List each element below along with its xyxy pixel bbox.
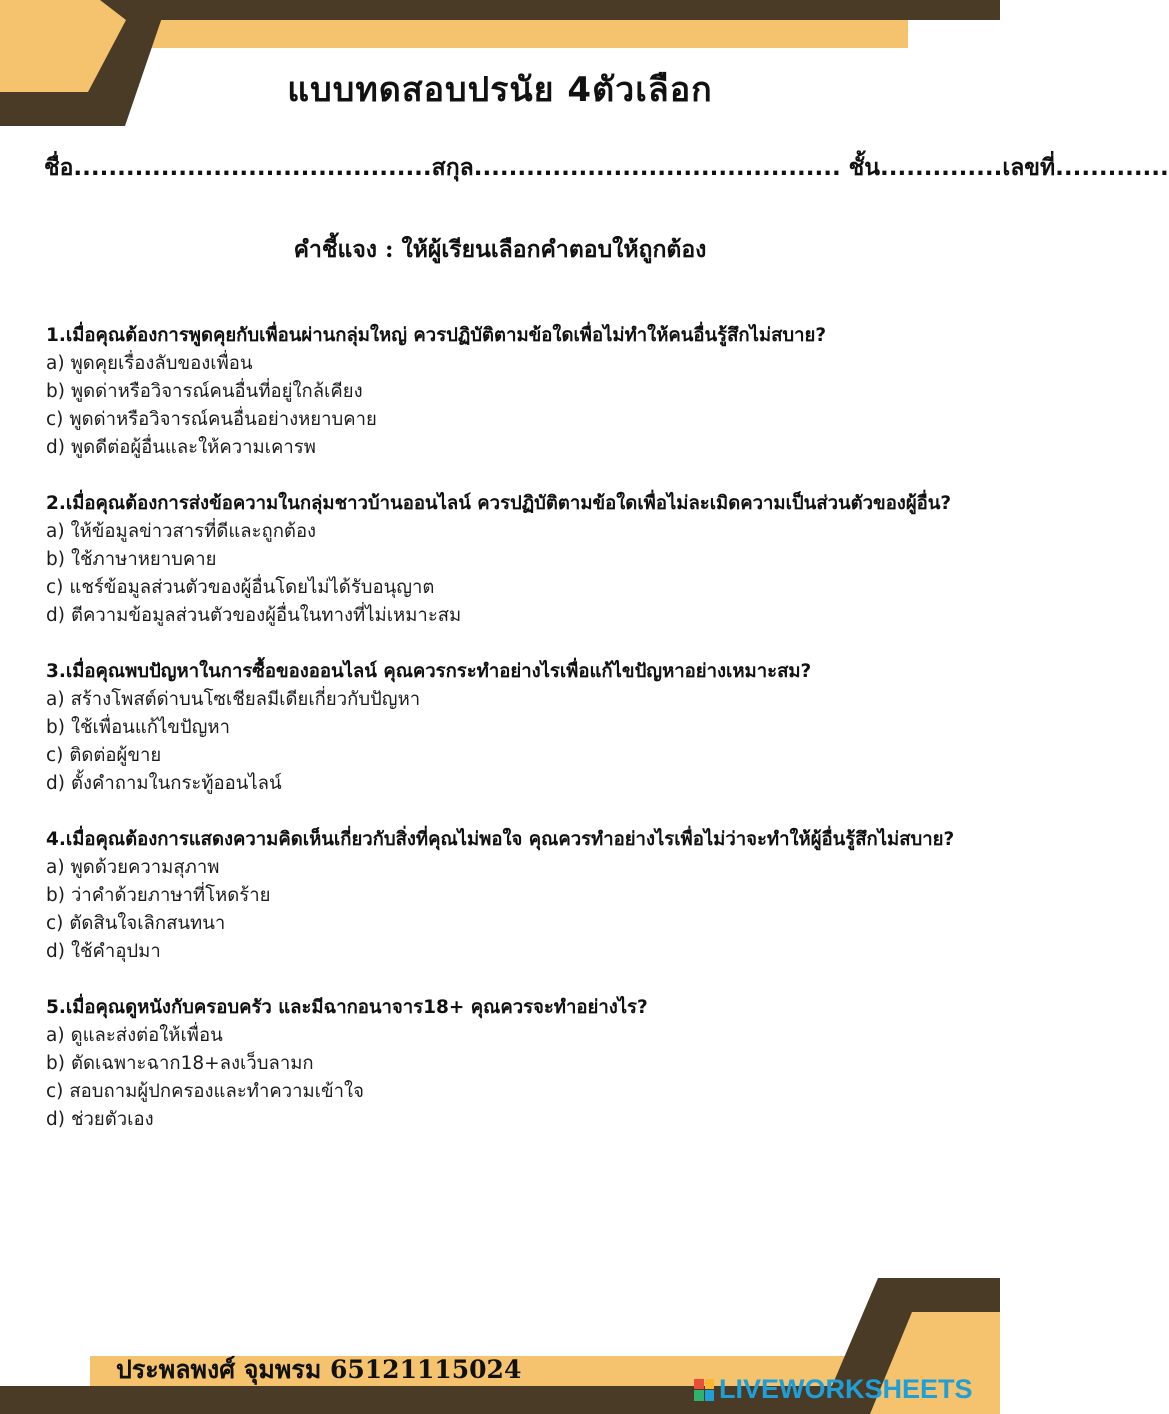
option-letter: b) xyxy=(46,381,65,402)
option-b[interactable] xyxy=(46,1050,964,1078)
option-c[interactable] xyxy=(46,1078,964,1106)
option-d[interactable] xyxy=(46,770,964,798)
option-text: ให้ข้อมูลข่าวสารที่ดีและถูกต้อง xyxy=(70,521,317,542)
option-text: พูดดีต่อผู้อื่นและให้ความเคารพ xyxy=(70,437,316,458)
option-text: ใช้ภาษาหยาบคาย xyxy=(70,549,217,570)
question-4 xyxy=(46,826,964,966)
option-a[interactable] xyxy=(46,686,964,714)
option-letter: a) xyxy=(46,689,65,710)
option-d[interactable] xyxy=(46,1106,964,1134)
option-text: ตั้งคำถามในกระทู้ออนไลน์ xyxy=(70,773,282,794)
student-info-line: ชื่อ.........................................สกุล.......................................... ชั้น..............เลขที่............. xyxy=(44,155,1169,181)
option-c[interactable] xyxy=(46,910,964,938)
option-text: สร้างโพสต์ด่าบนโซเชียลมีเดียเกี่ยวกับปัญหา xyxy=(70,689,421,710)
option-text: พูดด่าหรือวิจารณ์คนอื่นที่อยู่ใกล้เคียง xyxy=(70,381,363,402)
option-letter: d) xyxy=(46,1109,65,1130)
option-text: ติดต่อผู้ขาย xyxy=(69,745,162,766)
option-text: ตัดเฉพาะฉาก18+ลงเว็บลามก xyxy=(70,1053,314,1074)
option-c[interactable] xyxy=(46,574,964,602)
option-a[interactable] xyxy=(46,854,964,882)
option-text: ใช้เพื่อนแก้ไขปัญหา xyxy=(70,717,230,738)
option-letter: d) xyxy=(46,605,65,626)
question-text: 3.เมื่อคุณพบปัญหาในการซื้อของออนไลน์ คุณควรกระทำอย่างไรเพื่อแก้ไขปัญหาอย่างเหมาะสม? xyxy=(46,661,812,682)
option-letter: c) xyxy=(46,577,64,598)
option-b[interactable] xyxy=(46,378,964,406)
option-text: สอบถามผู้ปกครองและทำความเข้าใจ xyxy=(69,1081,364,1102)
question-text: 2.เมื่อคุณต้องการส่งข้อความในกลุ่มชาวบ้านออนไลน์ ควรปฏิบัติตามข้อใดเพื่อไม่ละเมิดความเป็นส่วนตัวของผู้อื่น? xyxy=(46,493,952,514)
question-text: 1.เมื่อคุณต้องการพูดคุยกับเพื่อนผ่านกลุ่มใหญ่ ควรปฏิบัติตามข้อใดเพื่อไม่ทำให้คนอื่นรู้สึกไม่สบาย? xyxy=(46,325,827,346)
option-letter: d) xyxy=(46,437,65,458)
author-name: ประพลพงศ์ จุมพรม 65121115024 xyxy=(116,1355,522,1384)
question-text: 5.เมื่อคุณดูหนังกับครอบครัว และมีฉากอนาจาร18+ คุณควรจะทำอย่างไร? xyxy=(46,997,648,1018)
option-text: ตัดสินใจเลิกสนทนา xyxy=(69,913,226,934)
question-5 xyxy=(46,994,964,1134)
option-a[interactable] xyxy=(46,518,964,546)
option-text: พูดด้วยความสุภาพ xyxy=(70,857,220,878)
option-letter: c) xyxy=(46,1081,64,1102)
option-letter: b) xyxy=(46,885,65,906)
option-letter: a) xyxy=(46,857,65,878)
worksheet-title: แบบทดสอบปรนัย 4ตัวเลือก xyxy=(287,70,713,110)
option-b[interactable] xyxy=(46,546,964,574)
option-text: แชร์ข้อมูลส่วนตัวของผู้อื่นโดยไม่ได้รับอนุญาต xyxy=(69,577,435,598)
option-letter: c) xyxy=(46,913,64,934)
option-text: ดูและส่งต่อให้เพื่อน xyxy=(70,1025,223,1046)
option-letter: b) xyxy=(46,1053,65,1074)
liveworksheets-watermark[interactable] xyxy=(694,1374,973,1405)
option-c[interactable] xyxy=(46,406,964,434)
option-text: พูดคุยเรื่องลับของเพื่อน xyxy=(70,353,253,374)
option-a[interactable] xyxy=(46,350,964,378)
option-d[interactable] xyxy=(46,938,964,966)
option-b[interactable] xyxy=(46,714,964,742)
option-text: ใช้คำอุปมา xyxy=(70,941,161,962)
option-letter: a) xyxy=(46,353,65,374)
option-b[interactable] xyxy=(46,882,964,910)
question-2 xyxy=(46,490,964,630)
option-a[interactable] xyxy=(46,1022,964,1050)
option-letter: b) xyxy=(46,717,65,738)
question-list xyxy=(46,322,964,1162)
question-1 xyxy=(46,322,964,462)
option-letter: c) xyxy=(46,745,64,766)
instruction-text: คำชี้แจง : ให้ผู้เรียนเลือกคำตอบให้ถูกต้อง xyxy=(293,236,707,263)
option-text: ช่วยตัวเอง xyxy=(70,1109,154,1130)
question-text: 4.เมื่อคุณต้องการแสดงความคิดเห็นเกี่ยวกับสิ่งที่คุณไม่พอใจ คุณควรทำอย่างไรเพื่อไม่ว่าจะทำให้ผู้อื่นรู้สึกไม่สบาย? xyxy=(46,829,955,850)
question-3 xyxy=(46,658,964,798)
option-letter: a) xyxy=(46,1025,65,1046)
option-letter: b) xyxy=(46,549,65,570)
option-c[interactable] xyxy=(46,742,964,770)
option-d[interactable] xyxy=(46,602,964,630)
liveworksheets-logo-icon xyxy=(694,1379,714,1401)
option-text: ว่าคำด้วยภาษาที่โหดร้าย xyxy=(70,885,271,906)
option-d[interactable] xyxy=(46,434,964,462)
option-letter: d) xyxy=(46,773,65,794)
option-text: ตีความข้อมูลส่วนตัวของผู้อื่นในทางที่ไม่เหมาะสม xyxy=(70,605,462,626)
option-text: พูดด่าหรือวิจารณ์คนอื่นอย่างหยาบคาย xyxy=(69,409,377,430)
option-letter: a) xyxy=(46,521,65,542)
option-letter: d) xyxy=(46,941,65,962)
option-letter: c) xyxy=(46,409,64,430)
watermark-text: LIVEWORKSHEETS xyxy=(719,1374,973,1404)
